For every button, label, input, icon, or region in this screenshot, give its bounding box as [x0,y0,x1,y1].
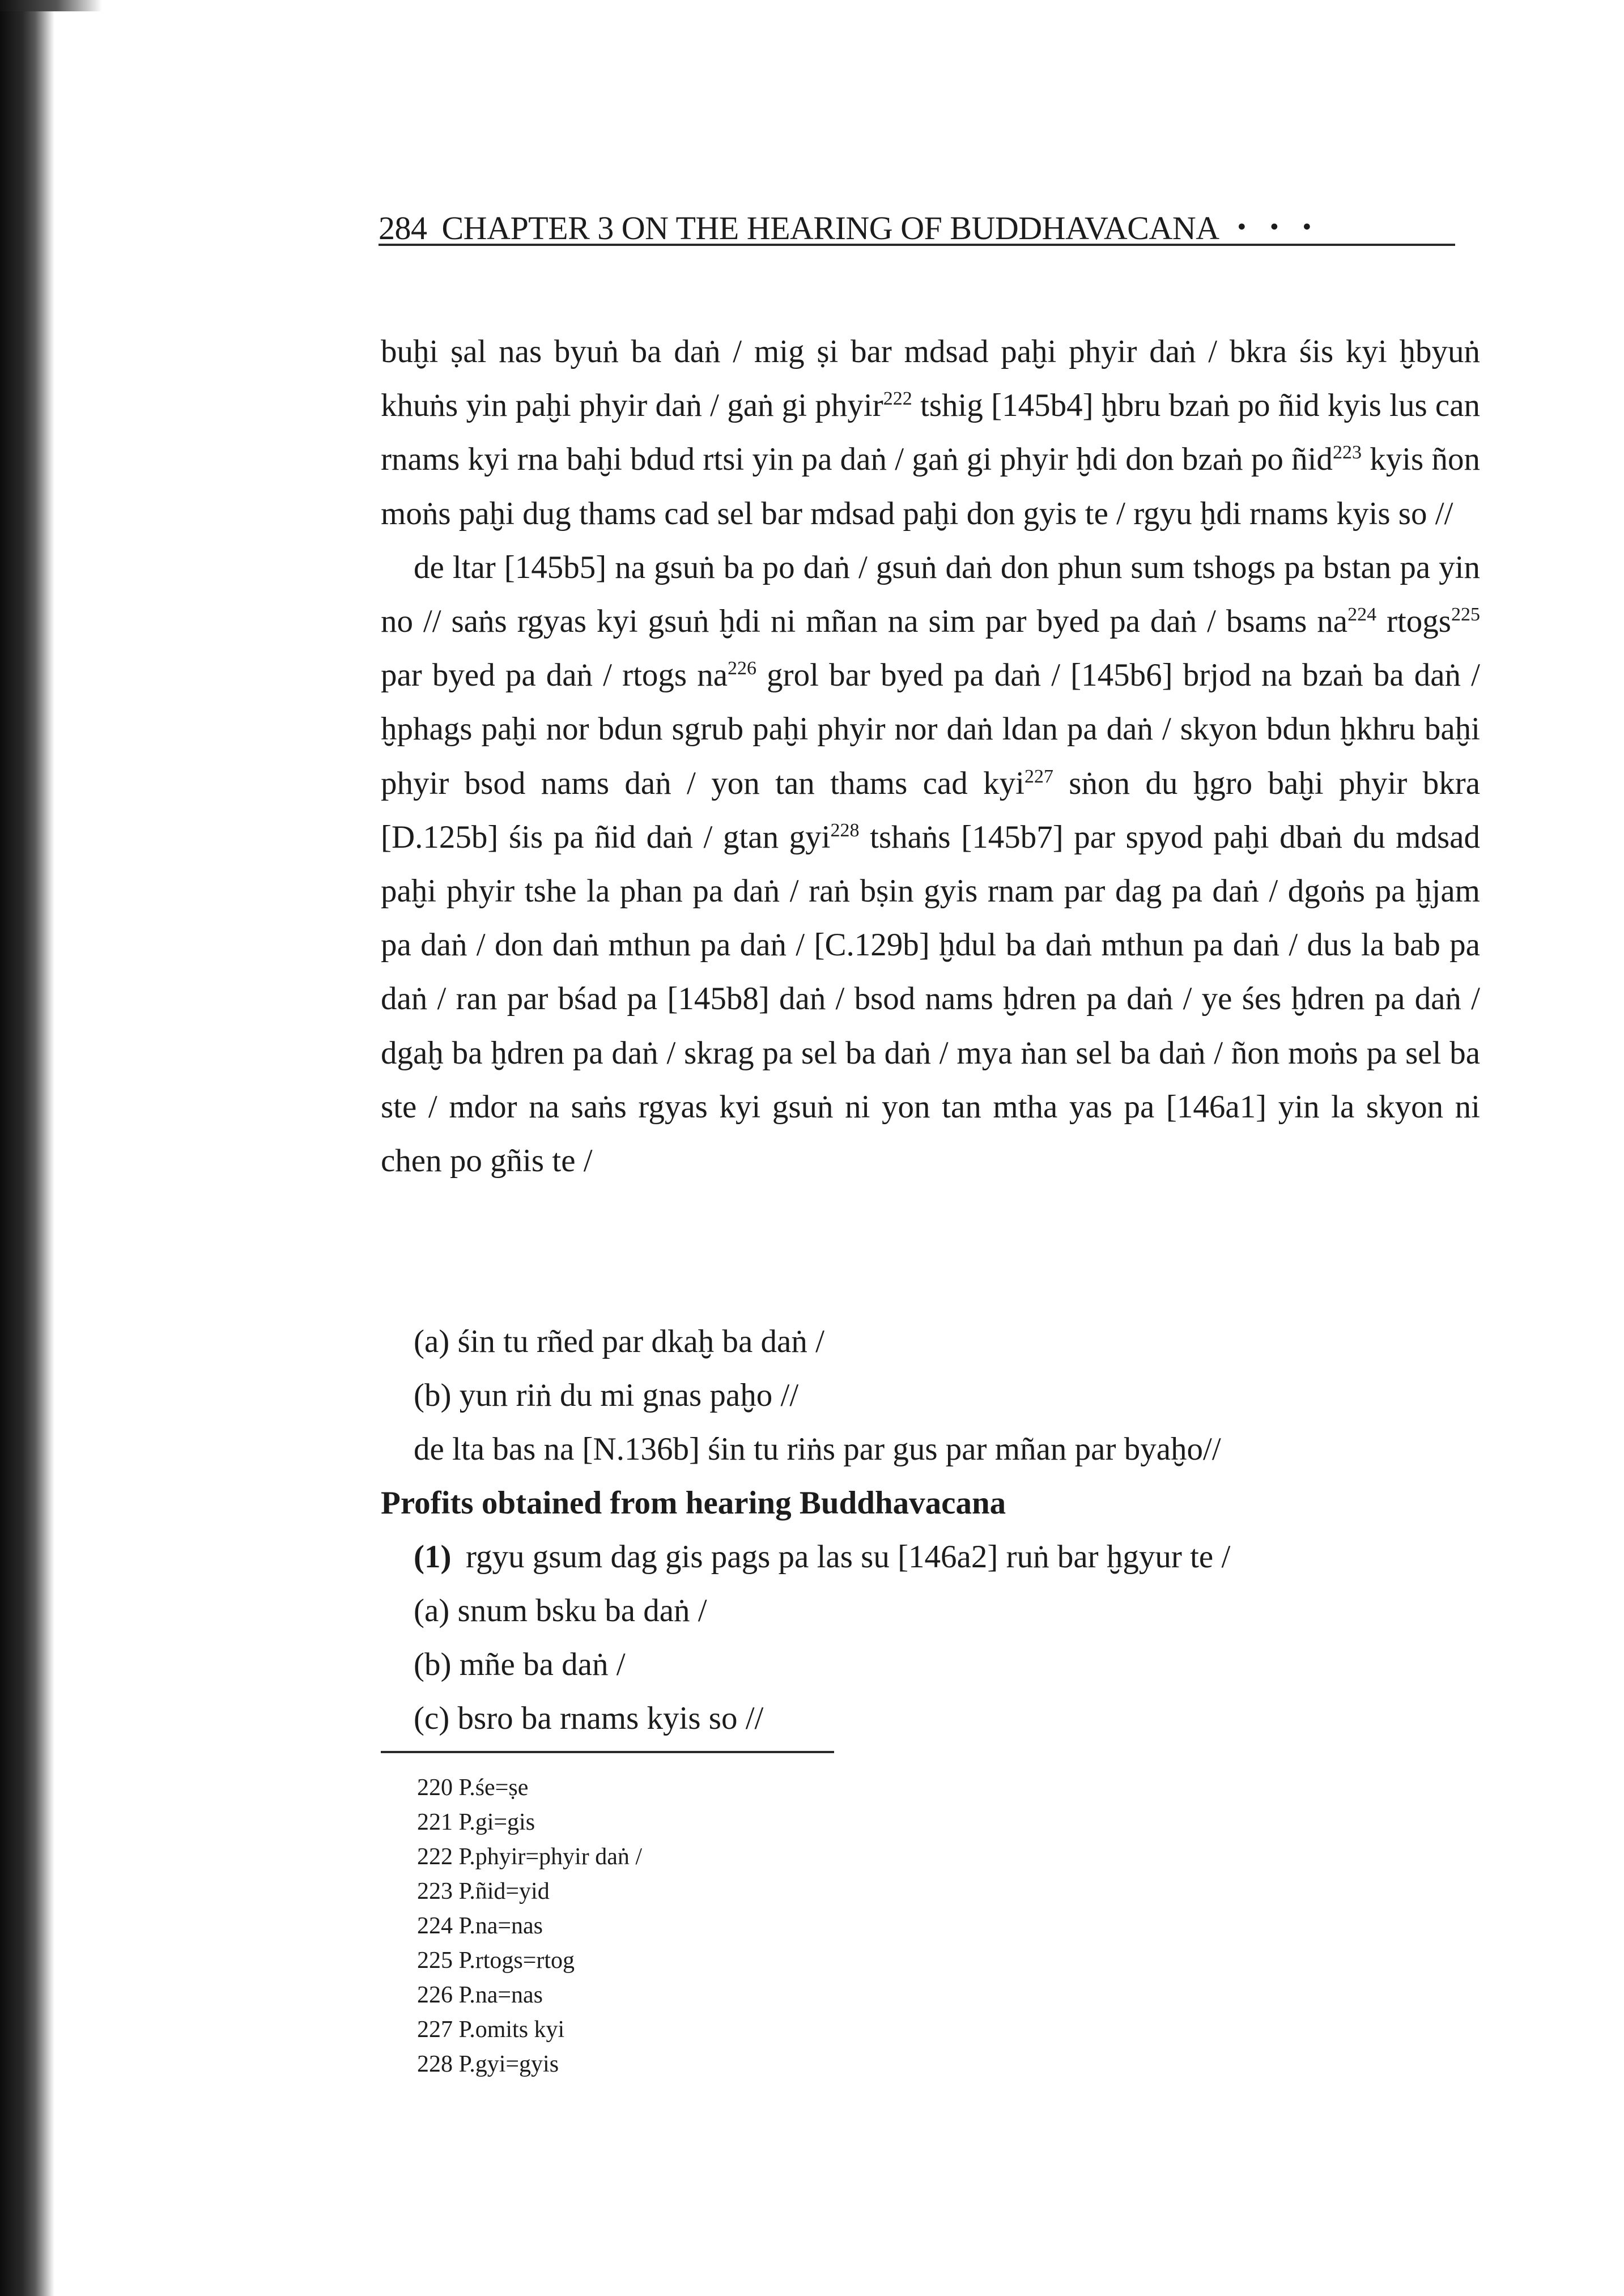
paragraph-1-part-2: tshig [145b4] ḫbru bzaṅ po ñid kyis lus can rnams kyi rna baḫi bdud rtsi yin pa daṅ / gaṅ gi phyir ḫdi don bzaṅ po ñid [381,388,1481,478]
footnote-220: 220 P.śe=ṣe [417,1775,529,1801]
footnote-224: 224 P.na=nas [417,1913,543,1939]
paragraph-2-part-1: de ltar [145b5] na gsuṅ ba po daṅ / gsuṅ daṅ don phun sum tshogs pa bstan pa yin no // saṅs rgyas kyi gsuṅ ḫdi ni mñan na sim par byed pa daṅ / bsams na [381,549,1480,640]
footnote-228: 228 P.gyi=gyis [417,2051,559,2077]
footnote-ref-222[interactable]: 222 [883,388,912,410]
footnote-separator [381,1751,834,1753]
footnote-ref-223[interactable]: 223 [1332,442,1362,464]
scan-edge-mark [0,0,102,11]
sub-item-b: (b) mñe ba daṅ / [414,1647,626,1682]
item-number: (1) [414,1539,452,1575]
sub-item-a: (a) snum bsku ba daṅ / [414,1593,707,1629]
footnote-225: 225 P.rtogs=rtog [417,1948,575,1974]
book-spine-shadow [0,0,54,2296]
paragraph-1-part-1: buḫi ṣal nas byuṅ ba daṅ / mig ṣi bar mdsad paḫi phyir daṅ / bkra śis kyi ḫbyuṅ khuṅs yin paḫi phyir daṅ / gaṅ gi phyir [381,334,1480,424]
footnote-ref-225[interactable]: 225 [1451,604,1480,626]
footnote-221: 221 P.gi=gis [417,1809,535,1835]
section-heading: Profits obtained from hearing Buddhavacana [381,1485,1006,1521]
paragraph-2 [381,541,1480,1188]
main-text [381,325,1480,1188]
list-item-b: (b) yun riṅ du mi gnas paḫo // [414,1377,799,1413]
sub-item-c: (c) bsro ba rnams kyis so // [414,1700,764,1736]
footnote-227: 227 P.omits kyi [417,2017,565,2043]
footnote-ref-228[interactable]: 228 [830,819,860,841]
list-item-a: (a) śin tu rñed par dkaḫ ba daṅ / [414,1324,824,1359]
paragraph-2-part-3: par byed pa daṅ / rtogs na [381,657,728,694]
paragraph-2-part-2: rtogs [1376,603,1451,640]
running-title: CHAPTER 3 ON THE HEARING OF BUDDHAVACANA ・・・ [441,210,1323,246]
numbered-item-1 [414,1537,1230,1577]
paragraph-2-part-6: tshaṅs [145b7] par spyod paḫi dbaṅ du mdsad paḫi phyir tshe la phan pa daṅ / raṅ bṣin gyis rnam par dag pa daṅ / dgoṅs pa ḫjam pa daṅ / don daṅ mthun pa daṅ / [C.129b] ḫdul ba daṅ mthun pa daṅ / dus la bab pa daṅ / ran par bśad pa [145b8] daṅ / bsod nams ḫdren pa daṅ / ye śes ḫdren pa daṅ / dgaḫ ba ḫdren pa daṅ / skrag pa sel ba daṅ / mya ṅan sel ba daṅ / ñon moṅs pa sel ba ste / mdor na saṅs rgyas kyi gsuṅ ni yon tan mtha yas pa [146a1] yin la skyon ni chen po gñis te / [381,819,1480,1179]
footnote-226: 226 P.na=nas [417,1982,543,2008]
running-header-text [379,212,1323,245]
item-text: rgyu gsum dag gis pags pa las su [146a2] ruṅ bar ḫgyur te / [466,1539,1231,1575]
footnote-ref-227[interactable]: 227 [1024,766,1053,787]
paragraph-2-part-5: sṅon du ḫgro baḫi phyir bkra [D.125b] śis pa ñid daṅ / gtan gyi [381,765,1480,855]
footnote-222: 222 P.phyir=phyir daṅ / [417,1844,643,1870]
running-header [379,209,1455,246]
footnote-ref-226[interactable]: 226 [728,658,757,679]
footnote-223: 223 P.ñid=yid [417,1878,550,1904]
closing-line: de lta bas na [N.136b] śin tu riṅs par gus par mñan par byaḫo// [414,1431,1221,1467]
footnote-ref-224[interactable]: 224 [1347,604,1377,626]
paragraph-1-part-3: kyis ñon moṅs paḫi dug thams cad sel bar mdsad paḫi don gyis te / rgyu ḫdi rnams kyis so // [381,441,1480,532]
paragraph-1 [381,325,1480,541]
page-number: 284 [379,210,427,246]
paragraph-2-part-4: grol bar byed pa daṅ / [145b6] brjod na bzaṅ ba daṅ / ḫphags paḫi nor bdun sgrub paḫi phyir nor daṅ ldan pa daṅ / skyon bdun ḫkhru baḫi phyir bsod nams daṅ / yon tan thams cad kyi [381,657,1480,801]
